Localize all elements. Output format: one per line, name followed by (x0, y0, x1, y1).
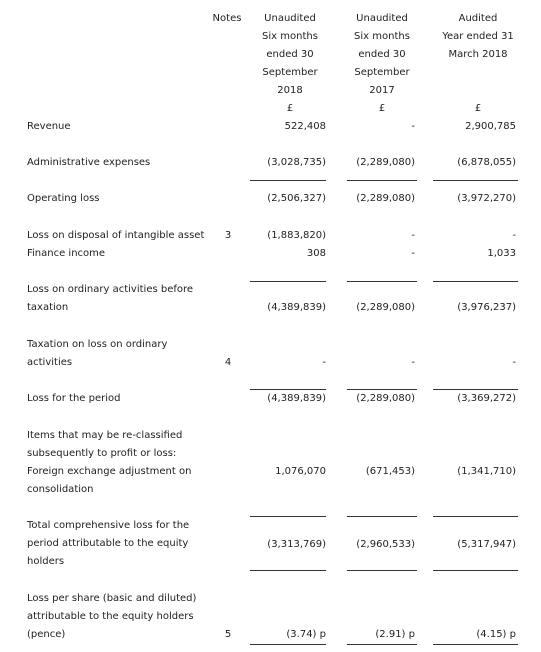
row-label-line3: Foreign exchange adjustment on (27, 466, 192, 477)
row-label-line2: activities (27, 357, 73, 368)
value-2018: (1,883,820) (267, 230, 326, 241)
divider (433, 281, 518, 282)
value-2018: 1,076,070 (275, 466, 326, 477)
divider (347, 180, 417, 181)
row-label: Loss for the period (27, 393, 121, 404)
divider (347, 644, 417, 645)
divider (250, 180, 326, 181)
value-2018: (3,028,735) (267, 157, 326, 168)
col1-line2: Six months (262, 31, 318, 42)
divider (250, 281, 326, 282)
value-2018: (2,506,327) (267, 193, 326, 204)
notes-header: Notes (212, 13, 242, 24)
col1-line3: ended 30 (266, 49, 314, 60)
value-2018: - (322, 357, 326, 368)
row-label-line1: Total comprehensive loss for the (27, 520, 190, 531)
value-audited: (1,341,710) (457, 466, 516, 477)
value-2017: - (411, 230, 415, 241)
row-label-line3: (pence) (27, 629, 66, 640)
value-2018: (4,389,839) (267, 302, 326, 313)
col1-currency: £ (286, 103, 294, 114)
value-2017: (2.91) p (375, 629, 415, 640)
value-2017: - (411, 357, 415, 368)
col2-line1: Unaudited (356, 13, 408, 24)
value-2017: - (411, 121, 415, 132)
col3-line2: Year ended 31 (442, 31, 514, 42)
row-note: 4 (224, 357, 232, 368)
row-label: Revenue (27, 121, 71, 132)
value-2018: 308 (306, 248, 326, 259)
row-label-line2: taxation (27, 302, 69, 313)
row-label-line2: attributable to the equity holders (27, 611, 194, 622)
value-audited: (3,976,237) (457, 302, 516, 313)
col2-currency: £ (378, 103, 386, 114)
row-label-line1: Items that may be re-classified (27, 430, 183, 441)
value-audited: (6,878,055) (457, 157, 516, 168)
col1-line5: 2018 (277, 85, 303, 96)
divider (347, 516, 417, 517)
value-audited: (3,369,272) (457, 393, 516, 404)
col3-line1: Audited (458, 13, 498, 24)
value-2018: (3,313,769) (267, 539, 326, 550)
value-audited: 1,033 (487, 248, 516, 259)
col3-currency: £ (474, 103, 482, 114)
value-audited: - (512, 230, 516, 241)
value-2017: (2,289,080) (356, 193, 415, 204)
value-2017: (2,960,533) (356, 539, 415, 550)
value-2018: 522,408 (284, 121, 326, 132)
divider (433, 644, 518, 645)
col3-line3: March 2018 (448, 49, 508, 60)
col1-line4: September (262, 67, 318, 78)
value-audited: (3,972,270) (457, 193, 516, 204)
value-2018: (4,389,839) (267, 393, 326, 404)
col2-line2: Six months (354, 31, 410, 42)
divider (250, 516, 326, 517)
value-2017: (2,289,080) (356, 393, 415, 404)
col2-line5: 2017 (369, 85, 395, 96)
row-label: Administrative expenses (27, 157, 151, 168)
row-label-line1: Loss per share (basic and diluted) (27, 593, 197, 604)
divider (433, 570, 518, 571)
col2-line4: September (354, 67, 410, 78)
col1-line1: Unaudited (264, 13, 316, 24)
row-label: Loss on disposal of intangible asset (27, 230, 205, 241)
value-audited: (5,317,947) (457, 539, 516, 550)
value-2017: (2,289,080) (356, 157, 415, 168)
value-audited: (4.15) p (476, 629, 516, 640)
divider (347, 281, 417, 282)
row-label-line2: period attributable to the equity (27, 538, 189, 549)
row-label-line1: Loss on ordinary activities before (27, 284, 194, 295)
row-label-line2: subsequently to profit or loss: (27, 448, 177, 459)
col2-line3: ended 30 (358, 49, 406, 60)
row-label-line1: Taxation on loss on ordinary (27, 339, 168, 350)
row-note: 3 (224, 230, 232, 241)
row-label-line3: holders (27, 556, 65, 567)
value-audited: - (512, 357, 516, 368)
divider (250, 570, 326, 571)
divider (250, 644, 326, 645)
value-2017: (2,289,080) (356, 302, 415, 313)
divider (433, 180, 518, 181)
row-label: Operating loss (27, 193, 100, 204)
value-2018: (3.74) p (286, 629, 326, 640)
row-note: 5 (224, 629, 232, 640)
value-audited: 2,900,785 (465, 121, 516, 132)
row-label-line4: consolidation (27, 484, 94, 495)
value-2017: - (411, 248, 415, 259)
value-2017: (671,453) (365, 466, 415, 477)
divider (347, 570, 417, 571)
row-label: Finance income (27, 248, 106, 259)
divider (433, 516, 518, 517)
